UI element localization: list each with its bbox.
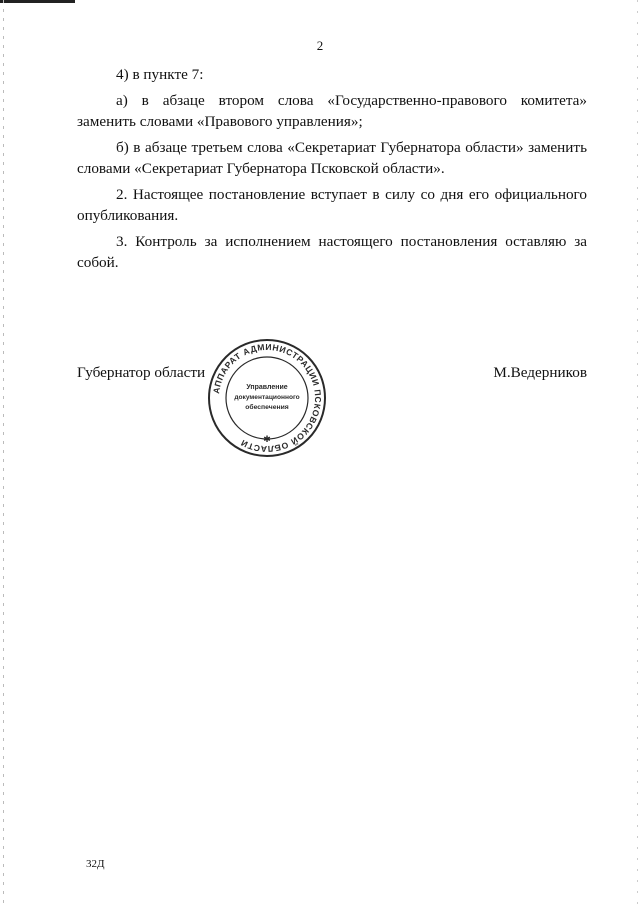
stamp-center-line-1: Управление bbox=[246, 384, 288, 391]
signature-block bbox=[77, 364, 587, 388]
stamp-ring-text: АППАРАТ АДМИНИСТРАЦИИ ПСКОВСКОЙ ОБЛАСТИ bbox=[211, 341, 324, 455]
stamp-center-line-2: документационного bbox=[234, 394, 300, 401]
scan-edge-right bbox=[637, 0, 638, 905]
paragraph-subitem-b: б) в абзаце третьем слова «Секретариат Губернатора области» заменить словами «Секретариат Губернатора Псковской области». bbox=[77, 139, 587, 177]
document-code: 32Д bbox=[86, 858, 105, 870]
official-seal-stamp bbox=[206, 337, 328, 459]
paragraph-subitem-a: а) в абзаце втором слова «Государственно-правового комитета» заменить словами «Правового управления»; bbox=[77, 92, 587, 130]
signatory-position: Губернатор области bbox=[77, 364, 206, 381]
scan-edge-left bbox=[3, 0, 4, 905]
stamp-star-icon: ✱ bbox=[263, 435, 271, 445]
body-text bbox=[77, 64, 587, 273]
scan-artifact-corner bbox=[0, 0, 75, 3]
paragraph-item-4: 4) в пункте 7: bbox=[116, 66, 204, 83]
paragraph-effective-date: 2. Настоящее постановление вступает в силу со дня его официального опубликования. bbox=[77, 186, 587, 224]
page-number: 2 bbox=[316, 38, 324, 53]
paragraph-control: 3. Контроль за исполнением настоящего постановления оставляю за собой. bbox=[77, 233, 587, 271]
signatory-name: М.Ведерников bbox=[493, 364, 587, 381]
stamp-center-line-3: обеспечения bbox=[245, 404, 289, 411]
